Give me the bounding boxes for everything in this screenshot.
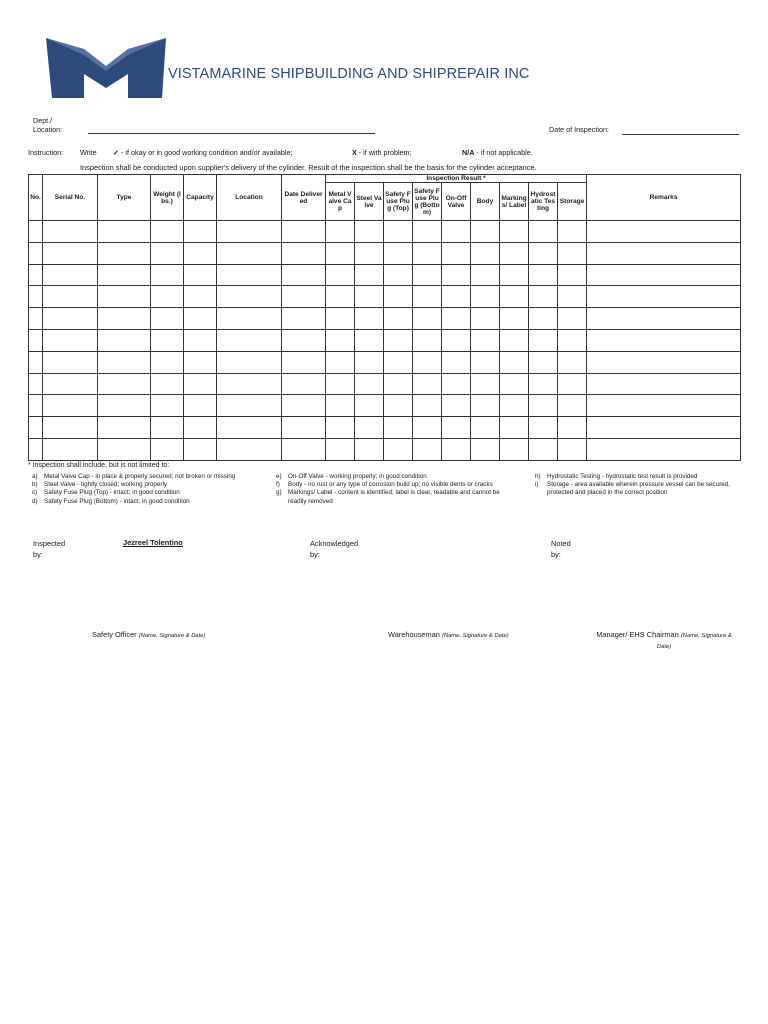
notes-column-2	[276, 473, 508, 506]
table-cell[interactable]	[184, 373, 217, 395]
table-cell[interactable]	[184, 308, 217, 330]
table-cell[interactable]	[282, 286, 326, 308]
note-item: h) Hydrostatic Testing - hydrostatic test result is provided	[535, 473, 698, 480]
table-cell[interactable]	[558, 438, 587, 460]
instruction-na: N/A - if not applicable.	[462, 148, 533, 157]
table-cell[interactable]	[43, 351, 98, 373]
table-cell[interactable]	[442, 221, 471, 243]
table-cell[interactable]	[413, 417, 442, 439]
table-cell[interactable]	[29, 264, 43, 286]
col-header-result: Hydrostatic Testing	[529, 183, 558, 221]
table-cell[interactable]	[184, 242, 217, 264]
table-cell[interactable]	[151, 417, 184, 439]
table-cell[interactable]	[184, 286, 217, 308]
table-cell[interactable]	[151, 308, 184, 330]
table-cell[interactable]	[217, 242, 282, 264]
table-cell[interactable]	[151, 242, 184, 264]
table-cell[interactable]	[500, 351, 529, 373]
table-cell[interactable]	[98, 286, 151, 308]
instruction-write: Write	[80, 148, 97, 157]
date-of-inspection-field[interactable]	[622, 134, 739, 135]
table-cell[interactable]	[355, 242, 384, 264]
table-cell[interactable]	[151, 438, 184, 460]
table-cell[interactable]	[217, 438, 282, 460]
table-cell[interactable]	[282, 221, 326, 243]
table-cell[interactable]	[217, 351, 282, 373]
table-cell[interactable]	[282, 329, 326, 351]
table-cell[interactable]	[587, 221, 741, 243]
table-cell[interactable]	[500, 417, 529, 439]
table-cell[interactable]	[587, 329, 741, 351]
table-cell[interactable]	[326, 286, 355, 308]
table-cell[interactable]	[43, 308, 98, 330]
table-cell[interactable]	[217, 417, 282, 439]
table-cell[interactable]	[529, 264, 558, 286]
inspection-table	[28, 174, 741, 461]
table-cell[interactable]	[29, 286, 43, 308]
table-cell[interactable]	[384, 395, 413, 417]
col-header-result: Storage	[558, 183, 587, 221]
table-cell[interactable]	[558, 395, 587, 417]
table-cell[interactable]	[442, 308, 471, 330]
company-name: VISTAMARINE SHIPBUILDING AND SHIPREPAIR INC	[168, 66, 530, 82]
table-row	[29, 221, 741, 243]
table-cell[interactable]	[151, 221, 184, 243]
table-row	[29, 242, 741, 264]
table-cell[interactable]	[500, 264, 529, 286]
dept-location-field[interactable]	[88, 133, 375, 134]
table-cell[interactable]	[184, 221, 217, 243]
table-row	[29, 308, 741, 330]
table-cell[interactable]	[282, 438, 326, 460]
note-item: i) Storage - area available wherein pressure vessel can be secured, protected and placed in the correct position	[535, 481, 731, 497]
table-cell[interactable]	[413, 351, 442, 373]
table-cell[interactable]	[326, 373, 355, 395]
table-cell[interactable]	[98, 221, 151, 243]
col-header-result: Markings/ Label	[500, 183, 529, 221]
col-header-inspection-result: Inspection Result *	[326, 175, 587, 183]
note-item: e) On-Off Valve - working properly; in good condition	[276, 473, 427, 480]
table-cell[interactable]	[413, 264, 442, 286]
role-manager-ehs: Manager/ EHS Chairman (Name, Signature & Date)	[596, 630, 732, 650]
table-cell[interactable]	[529, 329, 558, 351]
table-cell[interactable]	[500, 373, 529, 395]
table-cell[interactable]	[29, 308, 43, 330]
table-cell[interactable]	[384, 417, 413, 439]
table-cell[interactable]	[384, 242, 413, 264]
table-row	[29, 438, 741, 460]
table-cell[interactable]	[217, 286, 282, 308]
table-cell[interactable]	[587, 351, 741, 373]
table-cell[interactable]	[29, 417, 43, 439]
table-cell[interactable]	[442, 286, 471, 308]
table-cell[interactable]	[43, 417, 98, 439]
table-cell[interactable]	[355, 286, 384, 308]
table-cell[interactable]	[500, 438, 529, 460]
table-cell[interactable]	[529, 286, 558, 308]
col-header-capacity: Capacity	[184, 175, 217, 221]
noted-by-label: Noted by:	[551, 539, 571, 559]
table-cell[interactable]	[217, 395, 282, 417]
table-cell[interactable]	[282, 417, 326, 439]
table-cell[interactable]	[184, 351, 217, 373]
instruction-check: ✓ - if okay or in good working condition and/or available;	[113, 148, 293, 157]
table-cell[interactable]	[500, 286, 529, 308]
table-cell[interactable]	[471, 264, 500, 286]
table-cell[interactable]	[29, 395, 43, 417]
table-cell[interactable]	[43, 395, 98, 417]
table-cell[interactable]	[558, 264, 587, 286]
table-cell[interactable]	[98, 329, 151, 351]
table-cell[interactable]	[442, 395, 471, 417]
table-cell[interactable]	[529, 417, 558, 439]
note-item: d) Safety Fuse Plug (Bottom) - intact; in good condition	[32, 497, 190, 505]
table-cell[interactable]	[43, 242, 98, 264]
table-cell[interactable]	[43, 264, 98, 286]
table-cell[interactable]	[98, 395, 151, 417]
table-cell[interactable]	[529, 373, 558, 395]
instruction-label: Instruction:	[28, 148, 64, 157]
table-cell[interactable]	[384, 351, 413, 373]
table-cell[interactable]	[184, 395, 217, 417]
table-cell[interactable]	[217, 308, 282, 330]
table-cell[interactable]	[413, 395, 442, 417]
table-cell[interactable]	[98, 264, 151, 286]
dept-location-label: Dept./ Location:	[33, 116, 63, 134]
check-mark-icon: ✓	[113, 148, 120, 157]
col-header-result: Safety Fuse Plug (Bottom)	[413, 183, 442, 221]
instruction-x: X - if with problem;	[352, 148, 412, 157]
table-cell[interactable]	[558, 351, 587, 373]
date-of-inspection-label: Date of Inspection:	[549, 125, 609, 134]
table-cell[interactable]	[471, 329, 500, 351]
table-cell[interactable]	[413, 308, 442, 330]
table-cell[interactable]	[355, 329, 384, 351]
table-cell[interactable]	[29, 221, 43, 243]
table-cell[interactable]	[413, 286, 442, 308]
inspected-by-label: Inspected by:	[33, 539, 66, 559]
table-cell[interactable]	[29, 329, 43, 351]
col-header-type: Type	[98, 175, 151, 221]
note-item: c) Safety Fuse Plug (Top) - intact; in good condition	[32, 489, 180, 497]
x-mark-icon: X	[352, 148, 357, 157]
table-cell[interactable]	[326, 438, 355, 460]
table-cell[interactable]	[442, 438, 471, 460]
col-header-result: Body	[471, 183, 500, 221]
acknowledged-by-label: Acknowledged by:	[310, 539, 359, 559]
table-cell[interactable]	[151, 286, 184, 308]
role-warehouseman: Warehouseman (Name, Signature & Date)	[388, 630, 509, 639]
company-logo	[44, 36, 168, 102]
col-header-result: Metal Valve Cap	[326, 183, 355, 221]
notes-column-1	[32, 473, 250, 506]
table-body	[29, 221, 741, 461]
table-cell[interactable]	[529, 221, 558, 243]
table-cell[interactable]	[558, 417, 587, 439]
note-item: a) Metal Valve Cap - in place & properly secured; not broken or missing	[32, 473, 236, 480]
table-cell[interactable]	[326, 395, 355, 417]
table-cell[interactable]	[413, 329, 442, 351]
table-cell[interactable]	[471, 438, 500, 460]
table-cell[interactable]	[471, 417, 500, 439]
table-cell[interactable]	[282, 373, 326, 395]
table-cell[interactable]	[471, 308, 500, 330]
table-cell[interactable]	[184, 264, 217, 286]
table-cell[interactable]	[98, 373, 151, 395]
table-cell[interactable]	[587, 417, 741, 439]
table-cell[interactable]	[355, 395, 384, 417]
table-cell[interactable]	[217, 373, 282, 395]
table-cell[interactable]	[471, 242, 500, 264]
table-cell[interactable]	[413, 242, 442, 264]
table-cell[interactable]	[98, 308, 151, 330]
table-cell[interactable]	[587, 395, 741, 417]
col-header-remarks: Remarks	[587, 175, 741, 221]
inspector-name: Jezreel Tolentino	[123, 538, 183, 547]
table-cell[interactable]	[43, 221, 98, 243]
table-cell[interactable]	[355, 438, 384, 460]
table-cell[interactable]	[471, 221, 500, 243]
table-cell[interactable]	[98, 242, 151, 264]
table-cell[interactable]	[384, 308, 413, 330]
table-cell[interactable]	[326, 221, 355, 243]
table-cell[interactable]	[413, 221, 442, 243]
table-cell[interactable]	[529, 395, 558, 417]
col-header-result: Steel Valve	[355, 183, 384, 221]
table-cell[interactable]	[558, 286, 587, 308]
table-cell[interactable]	[355, 308, 384, 330]
col-header-result: On-Off Valve	[442, 183, 471, 221]
table-cell[interactable]	[184, 417, 217, 439]
table-cell[interactable]	[558, 221, 587, 243]
table-cell[interactable]	[282, 308, 326, 330]
table-cell[interactable]	[558, 308, 587, 330]
table-row	[29, 329, 741, 351]
table-cell[interactable]	[558, 242, 587, 264]
col-header-weight: Weight (lbs.)	[151, 175, 184, 221]
table-cell[interactable]	[500, 395, 529, 417]
table-cell[interactable]	[282, 351, 326, 373]
table-cell[interactable]	[442, 351, 471, 373]
table-cell[interactable]	[384, 264, 413, 286]
table-row	[29, 286, 741, 308]
table-cell[interactable]	[43, 438, 98, 460]
table-cell[interactable]	[442, 242, 471, 264]
table-cell[interactable]	[529, 242, 558, 264]
table-cell[interactable]	[326, 417, 355, 439]
table-cell[interactable]	[587, 264, 741, 286]
table-cell[interactable]	[184, 438, 217, 460]
table-cell[interactable]	[326, 264, 355, 286]
col-header-serial: Serial No.	[43, 175, 98, 221]
table-cell[interactable]	[471, 351, 500, 373]
note-item: g) Markings/ Label - content is identified; label is clear, readable and cannot be readily removed	[276, 489, 500, 505]
col-header-no: No.	[29, 175, 43, 221]
table-cell[interactable]	[442, 329, 471, 351]
table-cell[interactable]	[355, 373, 384, 395]
table-cell[interactable]	[442, 417, 471, 439]
table-cell[interactable]	[529, 308, 558, 330]
table-cell[interactable]	[326, 351, 355, 373]
table-cell[interactable]	[43, 286, 98, 308]
table-cell[interactable]	[471, 373, 500, 395]
table-cell[interactable]	[471, 395, 500, 417]
table-cell[interactable]	[413, 438, 442, 460]
table-cell[interactable]	[384, 438, 413, 460]
table-cell[interactable]	[151, 351, 184, 373]
table-cell[interactable]	[355, 264, 384, 286]
table-cell[interactable]	[500, 308, 529, 330]
table-cell[interactable]	[384, 329, 413, 351]
table-cell[interactable]	[558, 373, 587, 395]
table-cell[interactable]	[355, 417, 384, 439]
table-cell[interactable]	[442, 373, 471, 395]
table-cell[interactable]	[217, 329, 282, 351]
table-cell[interactable]	[558, 329, 587, 351]
instruction-conduct: Inspection shall be conducted upon supplier's delivery of the cylinder. Result of the inspection shall be the basis for the cylinder acceptance.	[80, 163, 537, 172]
table-cell[interactable]	[326, 308, 355, 330]
table-row	[29, 264, 741, 286]
table-cell[interactable]	[282, 395, 326, 417]
table-cell[interactable]	[384, 373, 413, 395]
table-cell[interactable]	[587, 286, 741, 308]
table-cell[interactable]	[471, 286, 500, 308]
table-cell[interactable]	[29, 438, 43, 460]
table-cell[interactable]	[98, 417, 151, 439]
table-cell[interactable]	[98, 351, 151, 373]
note-item: b) Steel Valve - tightly closed; working properly	[32, 481, 168, 489]
table-row	[29, 351, 741, 373]
table-cell[interactable]	[326, 242, 355, 264]
table-cell[interactable]	[43, 329, 98, 351]
table-cell[interactable]	[587, 242, 741, 264]
table-cell[interactable]	[500, 329, 529, 351]
table-cell[interactable]	[184, 329, 217, 351]
note-item: f) Body - no rust or any type of corrosion build up; no visible dents or cracks	[276, 481, 493, 489]
notes-column-3	[535, 473, 735, 498]
table-cell[interactable]	[355, 351, 384, 373]
table-cell[interactable]	[326, 329, 355, 351]
table-cell[interactable]	[98, 438, 151, 460]
table-cell[interactable]	[151, 395, 184, 417]
table-cell[interactable]	[355, 221, 384, 243]
table-cell[interactable]	[500, 242, 529, 264]
table-cell[interactable]	[151, 329, 184, 351]
table-cell[interactable]	[587, 373, 741, 395]
notes-title: * Inspection shall include, but is not limited to:	[28, 462, 170, 469]
table-cell[interactable]	[29, 351, 43, 373]
table-row	[29, 373, 741, 395]
table-cell[interactable]	[29, 242, 43, 264]
table-cell[interactable]	[282, 264, 326, 286]
table-cell[interactable]	[413, 373, 442, 395]
table-cell[interactable]	[587, 308, 741, 330]
table-row	[29, 395, 741, 417]
table-cell[interactable]	[217, 221, 282, 243]
table-cell[interactable]	[500, 221, 529, 243]
table-cell[interactable]	[587, 438, 741, 460]
table-cell[interactable]	[151, 264, 184, 286]
table-row	[29, 417, 741, 439]
table-cell[interactable]	[29, 373, 43, 395]
table-cell[interactable]	[151, 373, 184, 395]
col-header-location: Location	[217, 175, 282, 221]
table-cell[interactable]	[282, 242, 326, 264]
col-header-date-delivered: Date Delivered	[282, 175, 326, 221]
role-safety-officer: Safety Officer (Name, Signature & Date)	[92, 630, 206, 639]
table-cell[interactable]	[529, 351, 558, 373]
table-cell[interactable]	[217, 264, 282, 286]
table-cell[interactable]	[529, 438, 558, 460]
table-cell[interactable]	[384, 286, 413, 308]
table-cell[interactable]	[43, 373, 98, 395]
col-header-result: Safety Fuse Plug (Top)	[384, 183, 413, 221]
table-cell[interactable]	[384, 221, 413, 243]
table-cell[interactable]	[442, 264, 471, 286]
